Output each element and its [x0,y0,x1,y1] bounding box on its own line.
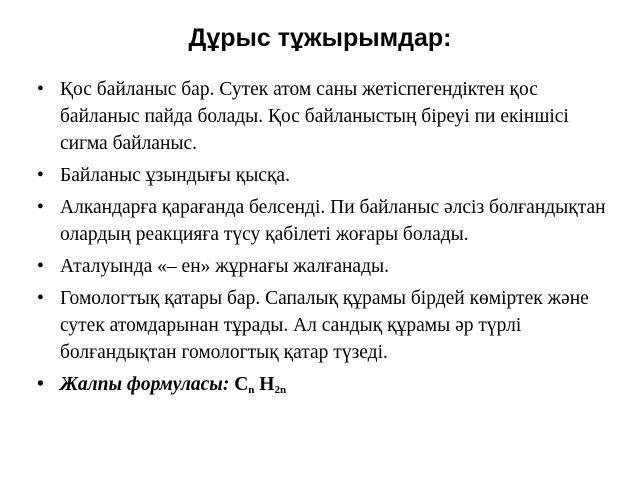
bullet-dot-icon: • [37,374,44,395]
bullet-item [36,194,616,248]
bullet-item [36,162,616,189]
formula-item [36,371,616,398]
bullet-dot-icon: • [37,256,44,277]
formula-carbon: C [234,374,249,395]
formula-label: Жалпы формуласы: [60,374,230,395]
slide-title: Дұрыс тұжырымдар: [188,24,452,52]
bullet-dot-icon: • [37,79,44,100]
bullet-text: Байланыс ұзындығы қысқа. [60,165,290,186]
bullet-dot-icon: • [37,165,44,186]
bullet-item [36,285,616,366]
bullet-text: Алкандарға қарағанда белсенді. Пи байланыс әлсіз болғандықтан олардың реакцияға түсу қабілеті жоғары болады. [60,197,606,245]
bullet-item [36,76,616,157]
formula-hydrogen: H [259,374,275,395]
formula-carbon-subscript: n [248,384,255,396]
bullet-item [36,253,616,280]
bullet-dot-icon: • [37,288,44,309]
bullet-text: Аталуында «– ен» жұрнағы жалғанады. [60,256,389,277]
bullet-text: Қос байланыс бар. Сутек атом саны жетіспегендіктен қос байланыс пайда болады. Қос байланыстың біреуі пи екіншісі сигма байланыс. [60,79,569,154]
bullet-dot-icon: • [37,197,44,218]
bullet-text: Гомологтық қатары бар. Сапалық құрамы бірдей көміртек және сутек атомдарынан тұрады. Ал сандық құрамы әр түрлі болғандықтан гомологтық қатар түзеді. [60,288,589,363]
formula-hydrogen-subscript: 2n [274,384,287,396]
bullet-list [36,76,616,403]
